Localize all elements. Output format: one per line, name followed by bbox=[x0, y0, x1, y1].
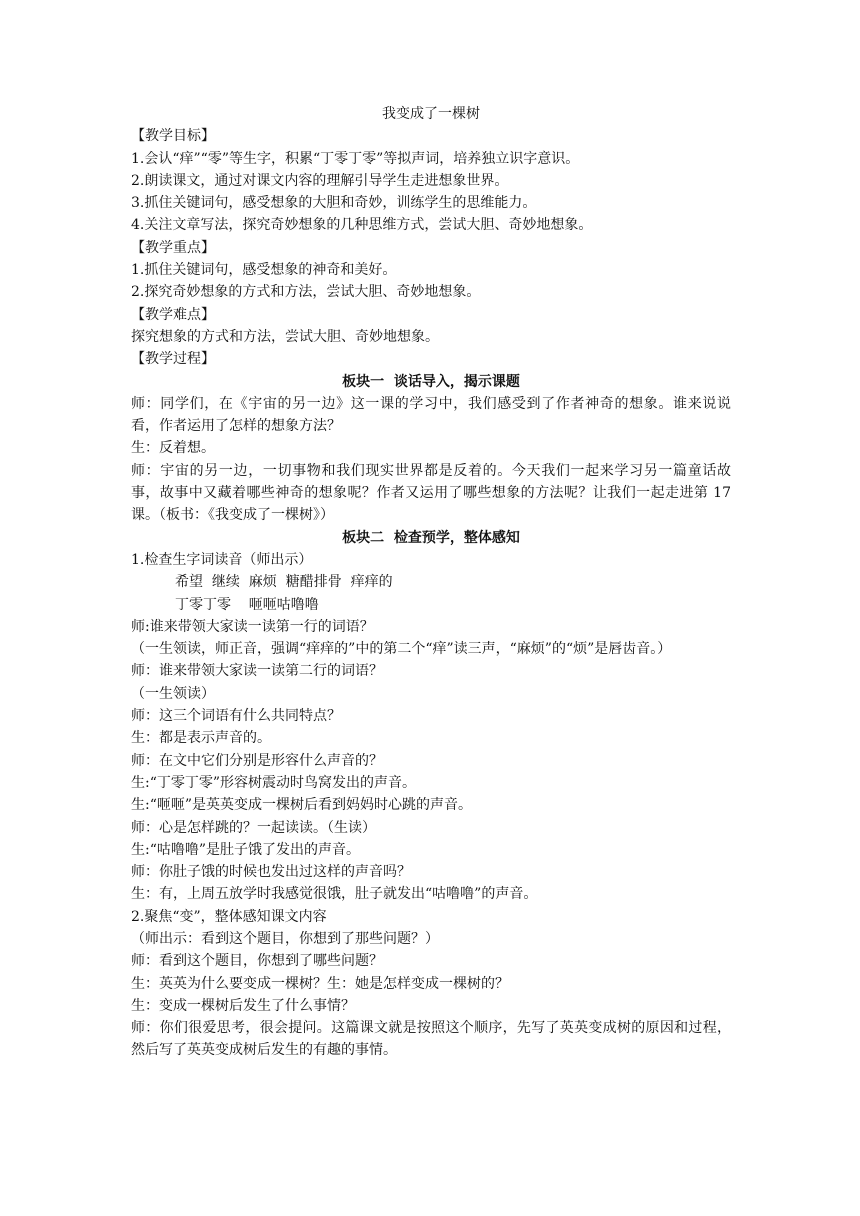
section-1-title: 板块一 谈话导入，揭示课题 bbox=[342, 373, 520, 390]
objectives-header: 【教学目标】 bbox=[131, 128, 215, 145]
objective-item: 1.会认“痒”“零”等生字，积累“丁零丁零”等拟声词，培养独立识字意识。 bbox=[131, 150, 580, 167]
paragraph: 师：宇宙的另一边，一切事物和我们现实世界都是反着的。今天我们一起来学习另一篇童话故事，故事中又藏着哪些神奇的想象呢？作者又运用了哪些想象的方法呢？让我们一起走进第 17 课。（板书：《我变成了一棵树》） bbox=[131, 462, 731, 524]
paragraph: 师：这三个词语有什么共同特点？ bbox=[131, 708, 341, 725]
difficulty-text: 探究想象的方式和方法，尝试大胆、奇妙地想象。 bbox=[131, 328, 439, 345]
paragraph: 生：都是表示声音的。 bbox=[131, 730, 271, 747]
key-point-item: 2.探究奇妙想象的方式和方法，尝试大胆、奇妙地想象。 bbox=[131, 284, 481, 301]
paragraph: （一生领读） bbox=[131, 685, 215, 702]
paragraph: 师：同学们，在《宇宙的另一边》这一课的学习中，我们感受到了作者神奇的想象。谁来说说看，作者运用了怎样的想象方法？ bbox=[131, 395, 731, 435]
objective-item: 4.关注文章写法，探究奇妙想象的几种思维方式，尝试大胆、奇妙地想象。 bbox=[131, 217, 593, 234]
document-body bbox=[131, 103, 731, 1062]
difficulty-header: 【教学难点】 bbox=[131, 306, 215, 323]
paragraph: 师：你肚子饿的时候也发出过这样的声音吗？ bbox=[131, 864, 411, 881]
objective-item: 2.朗读课文，通过对课文内容的理解引导学生走进想象世界。 bbox=[131, 172, 509, 189]
paragraph: 师：看到这个题目，你想到了哪些问题？ bbox=[131, 953, 383, 970]
paragraph: 生：反着想。 bbox=[131, 440, 215, 457]
paragraph: 师：心是怎样跳的？一起读读。（生读） bbox=[131, 819, 376, 836]
section-2-title: 板块二 检查预学，整体感知 bbox=[342, 529, 520, 546]
paragraph: 生：英英为什么要变成一棵树？生：她是怎样变成一棵树的？ bbox=[131, 975, 509, 992]
key-points-header: 【教学重点】 bbox=[131, 239, 215, 256]
paragraph: 师:谁来带领大家读一读第一行的词语？ bbox=[131, 618, 374, 635]
word-list-row-2: 丁零丁零 咂咂咕噜噜 bbox=[175, 596, 319, 613]
paragraph: （师出示：看到这个题目，你想到了那些问题？） bbox=[131, 930, 439, 947]
paragraph: 生：有，上周五放学时我感觉很饿，肚子就发出“咕噜噜”的声音。 bbox=[131, 886, 538, 903]
paragraph: 生：变成一棵树后发生了什么事情？ bbox=[131, 997, 355, 1014]
word-list-row-1: 希望 继续 麻烦 糖醋排骨 痒痒的 bbox=[175, 574, 393, 591]
paragraph: 1.检查生字词读音（师出示） bbox=[131, 551, 313, 568]
paragraph: 师：谁来带领大家读一读第二行的词语？ bbox=[131, 663, 383, 680]
paragraph: 师：你们很爱思考，很会提问。这篇课文就是按照这个顺序，先写了英英变成树的原因和过程，然后写了英英变成树后发生的有趣的事情。 bbox=[131, 1020, 731, 1059]
paragraph: （一生领读，师正音，强调“痒痒的”中的第二个“痒”读三声，“麻烦”的“烦”是唇齿音。） bbox=[131, 641, 672, 658]
paragraph: 师：在文中它们分别是形容什么声音的？ bbox=[131, 752, 383, 769]
document-title: 我变成了一棵树 bbox=[382, 106, 480, 122]
objective-item: 3.抓住关键词句，感受想象的大胆和奇妙，训练学生的思维能力。 bbox=[131, 195, 537, 212]
paragraph: 2.聚焦“变”，整体感知课文内容 bbox=[131, 908, 327, 925]
paragraph: 生:“咕噜噜”是肚子饿了发出的声音。 bbox=[131, 841, 361, 858]
paragraph: 生:“咂咂”是英英变成一棵树后看到妈妈时心跳的声音。 bbox=[131, 797, 473, 814]
paragraph: 生:“丁零丁零”形容树震动时鸟窝发出的声音。 bbox=[131, 774, 417, 791]
key-point-item: 1.抓住关键词句，感受想象的神奇和美好。 bbox=[131, 262, 397, 279]
process-header: 【教学过程】 bbox=[131, 351, 215, 368]
